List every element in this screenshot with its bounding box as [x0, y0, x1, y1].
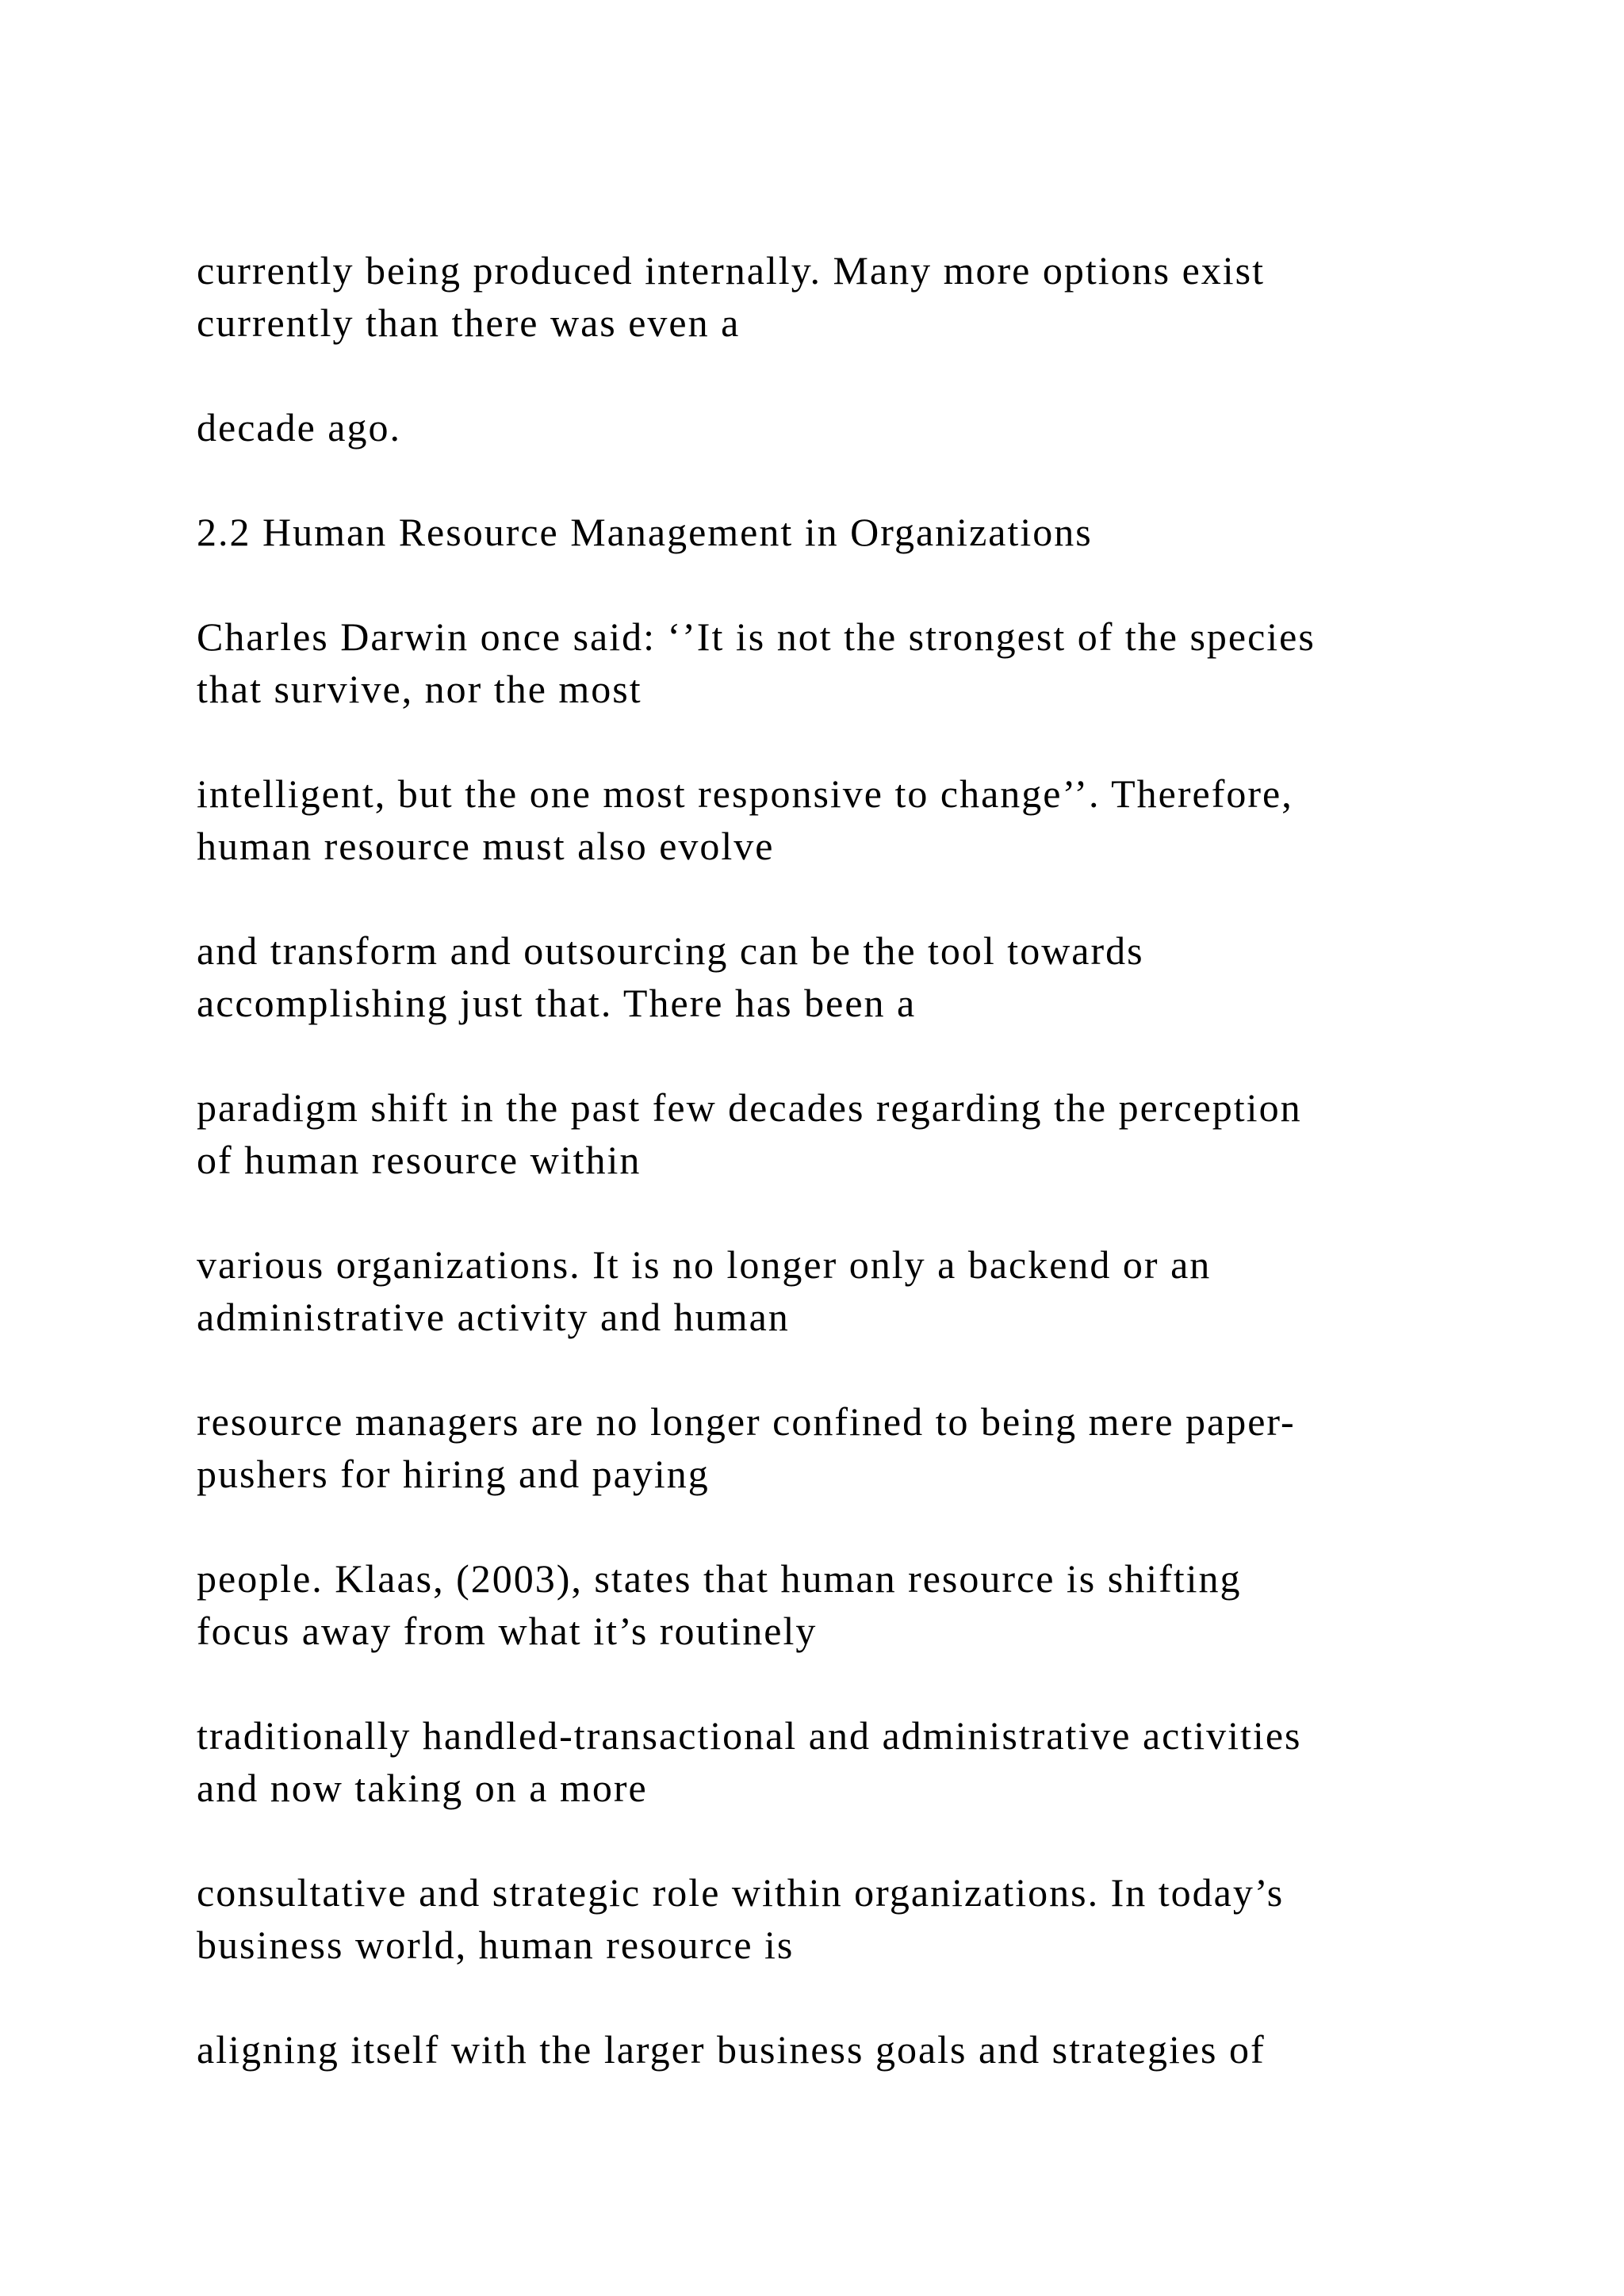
paragraph [197, 924, 1465, 1029]
text-line: currently than there was even a [197, 300, 741, 345]
paragraph [197, 1081, 1465, 1186]
paragraph [197, 401, 1465, 453]
paragraph [197, 1238, 1465, 1343]
text-line: intelligent, but the one most responsive to change’’. Therefore, [197, 771, 1293, 816]
text-line: of human resource within [197, 1138, 642, 1182]
text-line: business world, human resource is [197, 1923, 795, 1967]
text-line: consultative and strategic role within organizations. In today’s [197, 1870, 1285, 1915]
text-line: accomplishing just that. There has been a [197, 981, 917, 1025]
paragraph [197, 1709, 1465, 1814]
section-heading [197, 506, 1465, 558]
text-line: administrative activity and human [197, 1295, 790, 1339]
paragraph [197, 1552, 1465, 1657]
paragraph [197, 244, 1465, 349]
section-heading-text: 2.2 Human Resource Management in Organizations [197, 510, 1093, 554]
text-line: people. Klaas, (2003), states that human resource is shifting [197, 1556, 1242, 1601]
paragraph [197, 610, 1465, 715]
text-line: decade ago. [197, 405, 401, 450]
text-line: that survive, nor the most [197, 667, 642, 711]
paragraph [197, 1395, 1465, 1500]
text-line: resource managers are no longer confined to being mere paper- [197, 1399, 1296, 1444]
text-line: currently being produced internally. Many more options exist [197, 248, 1266, 293]
text-line: aligning itself with the larger business goals and strategies of [197, 2027, 1266, 2072]
paragraph [197, 1866, 1465, 1971]
text-line: and transform and outsourcing can be the tool towards [197, 928, 1144, 973]
text-line: pushers for hiring and paying [197, 1452, 710, 1496]
text-line: and now taking on a more [197, 1766, 648, 1810]
text-line: traditionally handled-transactional and administrative activities [197, 1713, 1302, 1758]
document-body [197, 244, 1465, 2128]
text-line: various organizations. It is no longer only a backend or an [197, 1242, 1212, 1287]
text-line: human resource must also evolve [197, 824, 775, 868]
text-line: Charles Darwin once said: ‘’It is not the strongest of the species [197, 614, 1316, 659]
text-line: focus away from what it’s routinely [197, 1609, 818, 1653]
paragraph [197, 767, 1465, 872]
paragraph [197, 2023, 1465, 2076]
text-line: paradigm shift in the past few decades regarding the perception [197, 1085, 1302, 1130]
